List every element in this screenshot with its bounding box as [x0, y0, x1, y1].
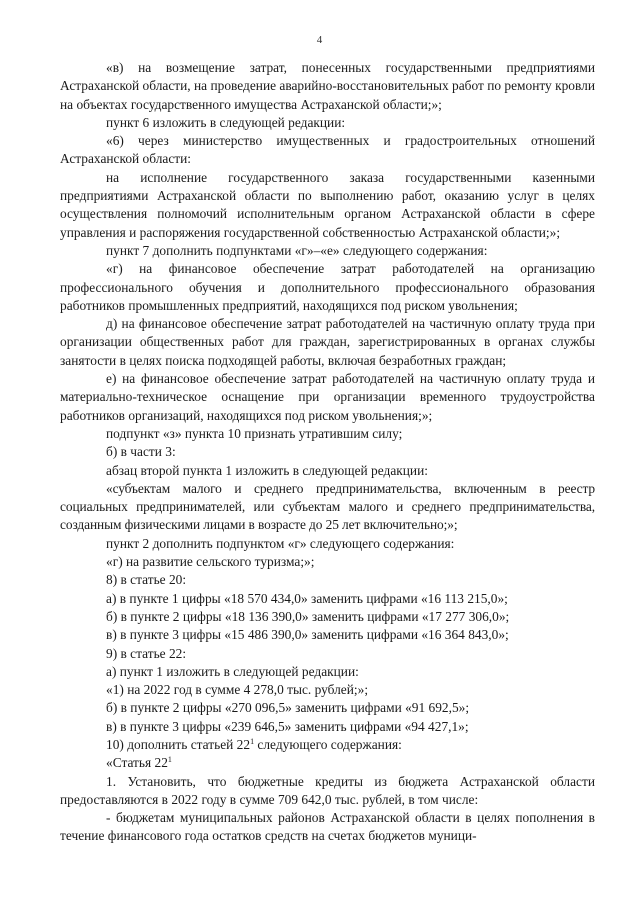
paragraph: пункт 6 изложить в следующей редакции:	[106, 114, 346, 130]
article-heading	[60, 754, 595, 772]
paragraph: пункт 7 дополнить подпунктами «г»–«е» следующего содержания:	[106, 242, 488, 258]
paragraph: а) пункт 1 изложить в следующей редакции:	[106, 663, 359, 679]
paragraph: «субъектам малого и среднего предпринимательства, включенным в реестр социальных предпринимателей, или субъектам малого и среднего предпринимательства, созданным физическими лицами в возрасте до 25 лет включительно;»;	[60, 480, 595, 533]
document-body	[60, 59, 595, 846]
paragraph: «г) на финансовое обеспечение затрат работодателей на организацию профессионального обучения и дополнительного профессионального образования работников промышленных предприятий, находящихся под риском увольнения;	[60, 261, 595, 313]
paragraph: д) на финансовое обеспечение затрат работодателей на частичную оплату труда при организации общественных работ для граждан, зарегистрированных в органах службы занятости в целях поиска подходящей работы, включая безработных граждан;	[60, 316, 595, 368]
paragraph: подпункт «з» пункта 10 признать утратившим силу;	[106, 425, 403, 441]
paragraph: а) в пункте 1 цифры «18 570 434,0» заменить цифрами «16 113 215,0»;	[106, 590, 508, 606]
page-number: 4	[316, 34, 323, 46]
paragraph-text: следующего содержания:	[254, 736, 402, 752]
paragraph: б) в пункте 2 цифры «270 096,5» заменить цифрами «91 692,5»;	[106, 700, 470, 716]
paragraph: «1) на 2022 год в сумме 4 278,0 тыс. рублей;»;	[106, 682, 369, 698]
superscript: 1	[250, 736, 255, 746]
paragraph-text: 10) дополнить статьей 22	[106, 736, 251, 752]
paragraph: «г) на развитие сельского туризма;»;	[106, 554, 315, 570]
paragraph: 1. Установить, что бюджетные кредиты из бюджета Астраханской области предоставляются в 2022 году в сумме 709 642,0 тыс. рублей, в том числе:	[60, 773, 595, 807]
paragraph: абзац второй пункта 1 изложить в следующей редакции:	[106, 462, 428, 478]
paragraph: б) в пункте 2 цифры «18 136 390,0» заменить цифрами «17 277 306,0»;	[106, 608, 510, 624]
paragraph: - бюджетам муниципальных районов Астраханской области в целях пополнения в течение финансового года остатков средств на счетах бюджетов муници-	[60, 810, 595, 844]
paragraph: «6) через министерство имущественных и градостроительных отношений Астраханской области:	[60, 133, 595, 167]
paragraph: в) в пункте 3 цифры «15 486 390,0» заменить цифрами «16 364 843,0»;	[106, 627, 509, 643]
paragraph: на исполнение государственного заказа государственными казенными предприятиями Астраханской области по выполнению работ, оказанию услуг в целях осуществления полномочий исполнительным органом Астраханской области в сфере управления и распоряжения государственной собственностью Астраханской области;»;	[60, 169, 595, 240]
article-heading-text: «Статья 22	[106, 755, 168, 771]
paragraph: «в) на возмещение затрат, понесенных государственными предприятиями Астраханской области, на проведение аварийно-восстановительных работ по ремонту кровли на объектах государственного имущества Астраханской области;»;	[60, 60, 595, 112]
paragraph	[60, 736, 595, 754]
paragraph: 9) в статье 22:	[106, 645, 187, 661]
paragraph: в) в пункте 3 цифры «239 646,5» заменить цифрами «94 427,1»;	[106, 718, 469, 734]
superscript: 1	[167, 755, 172, 765]
paragraph: б) в части 3:	[106, 444, 176, 460]
paragraph: 8) в статье 20:	[106, 572, 187, 588]
paragraph: е) на финансовое обеспечение затрат работодателей на частичную оплату труда и материально-техническое оснащение при организации временного трудоустройства работников организаций, находящихся под риском увольнения;»;	[60, 371, 595, 423]
paragraph: пункт 2 дополнить подпунктом «г» следующего содержания:	[106, 535, 455, 551]
